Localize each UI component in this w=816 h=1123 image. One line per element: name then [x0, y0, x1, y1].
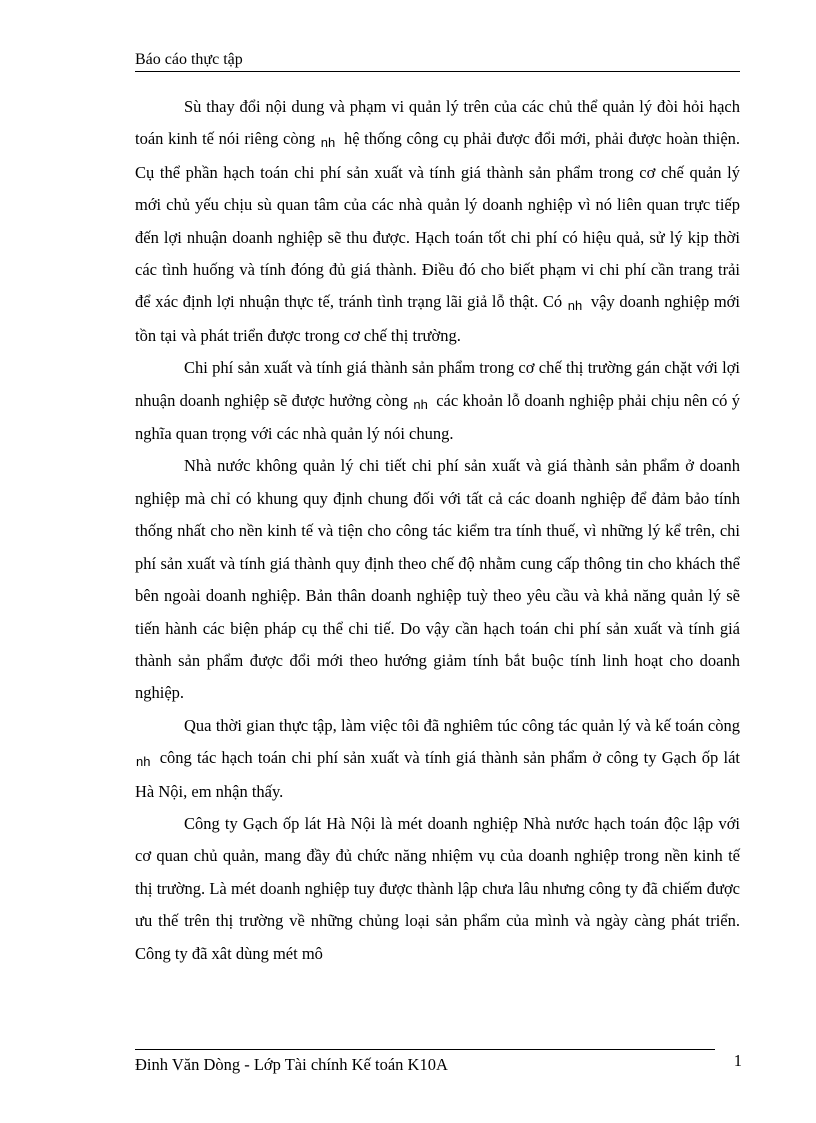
paragraph-3: Nhà nước không quản lý chi tiết chi phí sản xuất và giá thành sản phẩm ở doanh nghiệp mà chỉ có khung quy định chung đối với tất cả các doanh nghiệp để đảm bảo tính thống nhất cho nền kinh tế và tiện cho công tác kiểm tra tính thuế, vì những lý kể trên, chi phí sản xuất và tính giá thành quy định theo chế độ nhằm cung cấp thông tin cho khách thể bên ngoài doanh nghiệp. Bản thân doanh nghiệp tuỳ theo yêu cầu và khả năng quản lý sẽ tiến hành các biện pháp cụ thể chi tiế. Do vậy cần hạch toán chi phí sản xuất và tính giá thành sản phẩm được đổi mới theo hướng giảm tính bắt buộc tính linh hoạt cho doanh nghiệp.: [135, 456, 740, 703]
footer-author: Đinh Văn Dòng - Lớp Tài chính Kế toán K10A: [135, 1055, 448, 1074]
nh-fragment: nh: [136, 754, 151, 770]
paragraph-1: Sù thay đổi nội dung và phạm vi quản lý trên của các chủ thể quản lý đòi hỏi hạch toán kinh tế nói riêng còng nh hệ thống công cụ phải được đổi mới, phải được hoàn thiện. Cụ thể phần hạch toán chi phí sản xuất và tính giá thành sản phẩm trong cơ chế quản lý mới chủ yếu chịu sù quan tâm của các nhà quản lý doanh nghiệp vì nó liên quan trực tiếp đến lợi nhuận doanh nghiệp sẽ thu được. Hạch toán tốt chi phí có hiệu quả, sử lý kịp thời các tình huống và tính đóng đủ giá thành. Điều đó cho biết phạm vi chi phí cần trang trải để xác định lợi nhuận thực tế, tránh tình trạng lãi giả lỗ thật. Có nh vậy doanh nghiệp mới tồn tại và phát triển được trong cơ chế thị trường.: [135, 97, 741, 345]
paragraph-2: Chi phí sản xuất và tính giá thành sản phẩm trong cơ chế thị trường gán chặt với lợi nhuận doanh nghiệp sẽ được hưởng còng nh các khoản lỗ doanh nghiệp phải chịu nên có ý nghĩa quan trọng với các nhà quản lý nói chung.: [135, 358, 741, 444]
page-number: 1: [733, 1051, 742, 1070]
header-title: Báo cáo thực tập: [135, 51, 243, 68]
footer-divider: [135, 1049, 715, 1050]
paragraph-5: Công ty Gạch ốp lát Hà Nội là mét doanh nghiệp Nhà nước hạch toán độc lập với cơ quan chủ quản, mang đầy đủ chức năng nhiệm vụ của doanh nghiệp trong nền kinh tế thị trường. Là mét doanh nghiệp tuy được thành lập chưa lâu nhưng công ty đã chiếm được ưu thế trên thị trường về những chủng loại sản phẩm của mình và ngày càng phát triển. Công ty đã xât dùng mét mô: [135, 813, 740, 963]
document-body: [135, 91, 740, 970]
nh-fragment: nh: [567, 298, 583, 314]
nh-fragment: nh: [413, 396, 428, 412]
nh-fragment: nh: [320, 135, 336, 151]
paragraph-4: Qua thời gian thực tập, làm việc tôi đã nghiêm túc công tác quản lý và kế toán còng nh công tác hạch toán chi phí sản xuất và tính giá thành sản phẩm ở công ty Gạch ốp lát Hà Nội, em nhận thấy.: [135, 715, 741, 801]
page-footer: [135, 1051, 742, 1076]
page-header: [135, 50, 740, 72]
